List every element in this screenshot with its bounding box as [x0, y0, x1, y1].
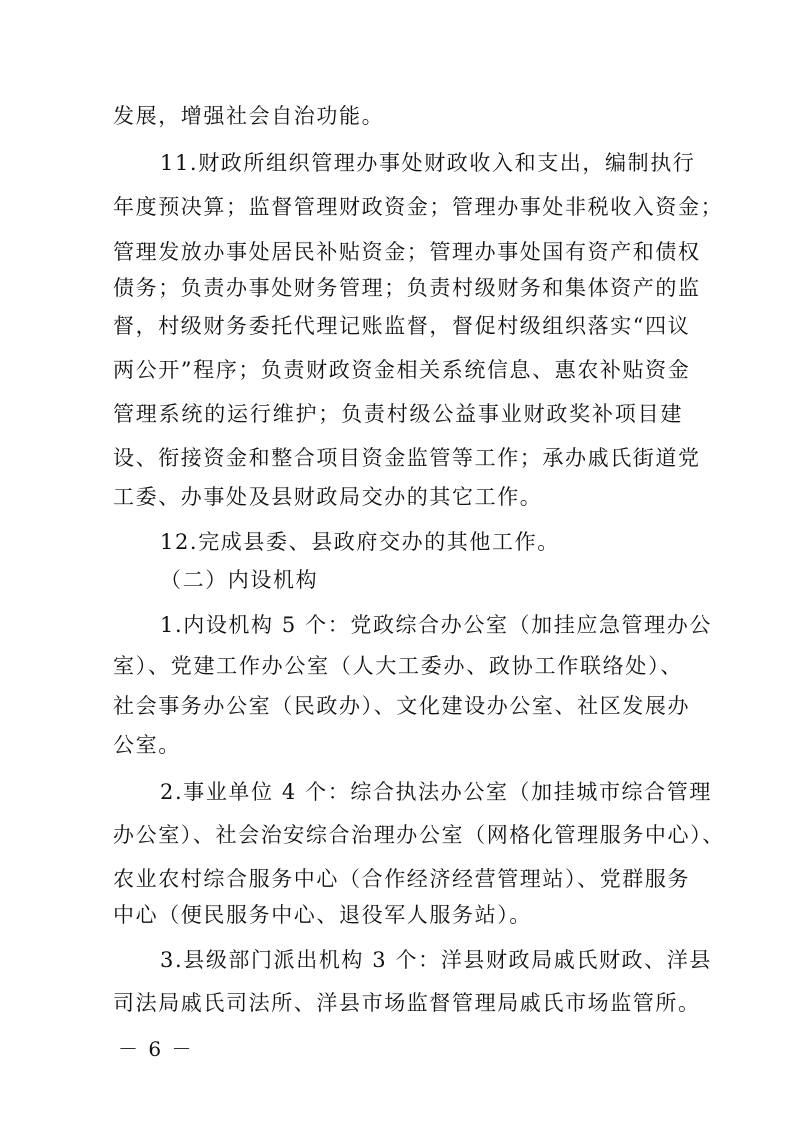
text-line: 公室。	[113, 733, 181, 757]
text-line: 11.财政所组织管理办事处财政收入和支出，编制执行	[160, 151, 696, 175]
page-number: － 6 －	[118, 1037, 194, 1061]
text-line: 发展，增强社会自治功能。	[113, 104, 385, 128]
text-line: 2.事业单位 4 个：综合执法办公室（加挂城市综合管理	[160, 780, 712, 804]
text-line: 12.完成县委、县政府交办的其他工作。	[160, 530, 560, 554]
text-line: 3.县级部门派出机构 3 个：洋县财政局戚氏财政、洋县	[160, 948, 712, 972]
text-line: 督，村级财务委托代理记账监督，督促村级组织落实“四议	[113, 314, 691, 338]
text-line: 管理系统的运行维护；负责村级公益事业财政奖补项目建	[113, 402, 683, 426]
text-line: 债务；负责办事处财务管理；负责村级财务和集体资产的监	[113, 276, 701, 300]
text-line: 中心（便民服务中心、退役军人服务站）。	[113, 903, 532, 927]
text-line: 1.内设机构 5 个：党政综合办公室（加挂应急管理办公	[160, 613, 712, 637]
text-line: 农业农村综合服务中心（合作经济经营管理站）、党群服务	[113, 867, 691, 891]
text-line: 室）、党建工作办公室（人大工委办、政协工作联络处）、	[113, 654, 683, 678]
section-heading: （二）内设机构	[160, 568, 319, 592]
text-line: 司法局戚氏司法所、洋县市场监督管理局戚氏市场监管所。	[113, 991, 701, 1015]
text-line: 工委、办事处及县财政局交办的其它工作。	[113, 485, 543, 509]
text-line: 社会事务办公室（民政办）、文化建设办公室、社区发展办	[113, 694, 691, 718]
text-line: 管理发放办事处居民补贴资金；管理办事处国有资产和债权	[113, 240, 701, 264]
text-line: 办公室）、社会治安综合治理办公室（网格化管理服务中心）、	[113, 823, 725, 847]
text-line: 两公开”程序；负责财政资金相关系统信息、惠农补贴资金	[113, 358, 691, 382]
text-line: 年度预决算；监督管理财政资金；管理办事处非税收入资金；	[113, 195, 724, 219]
text-line: 设、衔接资金和整合项目资金监管等工作；承办戚氏街道党	[113, 446, 701, 470]
